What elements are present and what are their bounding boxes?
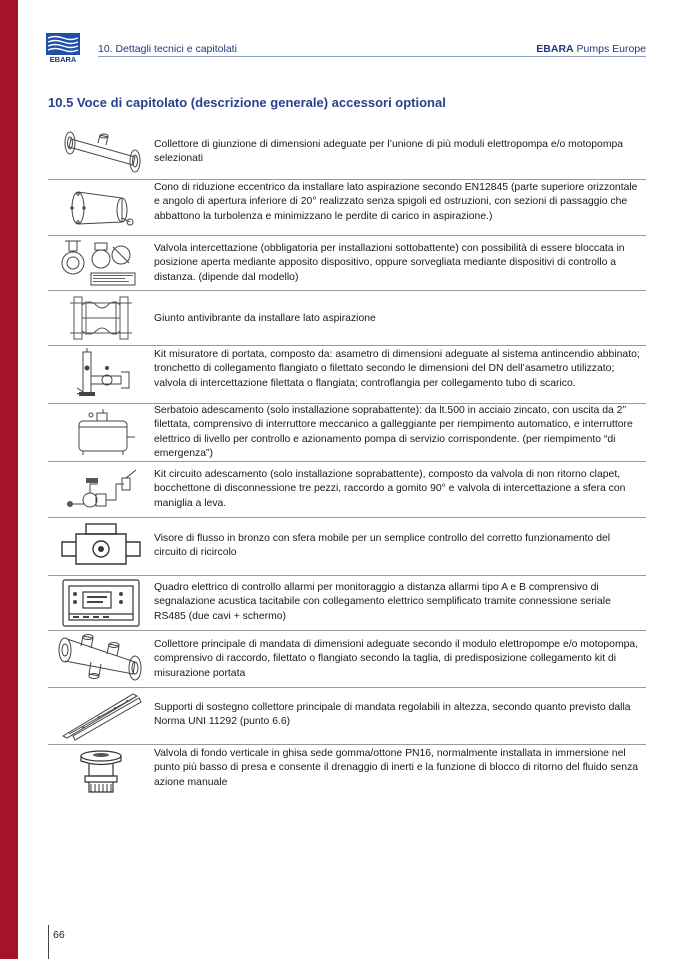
foot-valve-icon — [48, 745, 154, 800]
priming-circuit-kit-icon — [48, 462, 154, 517]
accessory-row — [48, 745, 646, 805]
accessory-row — [48, 518, 646, 576]
brand-bold: EBARA — [536, 43, 574, 55]
accessory-description: Supporti di sostegno collettore principale di mandata regolabili in altezza, secondo quanto previsto dalla Norma UNI 11292 (punto 6.6) — [154, 702, 631, 728]
priming-tank-icon — [48, 404, 154, 461]
accessory-description: Valvola intercettazione (obbligatoria per installazioni sottobattente) con possibilità di essere bloccata in posizione aperta mediante apposito dispositivo, oppure sorvegliata mediante dispositivi di controllo a distanza. (dipende dal modello) — [154, 243, 625, 283]
accessory-description: Kit circuito adescamento (solo installazione soprabattente), composto da valvola di non ritorno clapet, bocchettone di disconnessione tre pezzi, raccordo a gomito 90° e valvola di intercettazione a sfera con maniglia a leva. — [154, 469, 626, 509]
ebara-logo — [46, 33, 80, 63]
accessory-description: Valvola di fondo verticale in ghisa sede gomma/ottone PN16, normalmente installata in immersione nel punto più basso di presa e consente il drenaggio di inerti e la funzione di blocco di ritorno del fluido senza azione manuale — [154, 748, 639, 788]
accessory-row — [48, 576, 646, 631]
accessory-description: Cono di riduzione eccentrico da installare lato aspirazione secondo EN12845 (parte superiore orizzontale e angolo di apertura inferiore di 20° realizzato senza spigoli ed ostruzioni, con sezioni di passaggio che abbattono la turbolenza e minimizzano le perdite di carico in aspirazione.) — [154, 182, 638, 222]
flow-sight-glass-icon — [48, 518, 154, 575]
accessory-row — [48, 462, 646, 518]
eccentric-reducer-icon — [48, 180, 154, 235]
antivibration-joint-icon — [48, 291, 154, 345]
support-brackets-icon — [48, 688, 154, 744]
accessory-row — [48, 291, 646, 346]
accessory-description: Quadro elettrico di controllo allarmi per monitoraggio a distanza allarmi tipo A e B comprensivo di segnalazione acustica tacitabile con collegamento elettrico semplificato tramite connessione seriale RS485 (due cavi + schermo) — [154, 582, 611, 622]
accessory-description: Giunto antivibrante da installare lato aspirazione — [154, 313, 376, 324]
header-divider — [98, 56, 646, 57]
left-red-bar — [0, 0, 18, 959]
flow-meter-kit-icon — [48, 346, 154, 403]
svg-text:EBARA: EBARA — [49, 55, 77, 63]
footer-divider — [48, 925, 49, 959]
manifold-pipe-icon — [48, 124, 154, 179]
accessory-description: Serbatoio adescamento (solo installazione soprabattente): da lt.500 in acciaio zincato, con uscita da 2” filettata, comprensivo di interruttore meccanico a galleggiante per riempimento automatico, e interruttore elettrico di livello per controllo e azionamento pompa di servizio corrispondente. (per riempimento “di emergenza”) — [154, 405, 633, 460]
brand-name — [536, 43, 646, 55]
accessories-table — [48, 124, 646, 805]
page-header — [46, 31, 646, 61]
page-number: 66 — [53, 929, 65, 941]
accessory-description: Collettore di giunzione di dimensioni adeguate per l’unione di più moduli elettropompa e/o motopompa selezionati — [154, 139, 624, 165]
accessory-row — [48, 404, 646, 462]
accessory-row — [48, 236, 646, 291]
accessory-row — [48, 688, 646, 745]
brand-rest: Pumps Europe — [573, 43, 646, 55]
accessory-description: Visore di flusso in bronzo con sfera mobile per un semplice controllo del corretto funzionamento del circuito di ricircolo — [154, 533, 611, 559]
alarm-panel-icon — [48, 576, 154, 630]
accessory-description: Collettore principale di mandata di dimensioni adeguate secondo il modulo elettropompe e/o motopompa, comprensivo di raccordo, filettato o flangiato secondo la taglia, di predisposizione collegamento kit di misurazione portata — [154, 639, 639, 679]
chapter-title: 10. Dettagli tecnici e capitolati — [98, 43, 237, 55]
accessory-row — [48, 346, 646, 404]
accessory-row — [48, 180, 646, 236]
accessory-description: Kit misuratore di portata, composto da: asametro di dimensioni adeguate al sistema antincendio abbinato; tronchetto di collegamento flangiato o filettato secondo le dimensioni del DN dell’asametro utilizzato; valvola di intercettazione filettata o flangiata; controflangia per collegamento tubo di scarico. — [154, 349, 640, 389]
accessory-row — [48, 124, 646, 180]
section-title: 10.5 Voce di capitolato (descrizione generale) accessori optional — [48, 95, 446, 110]
delivery-manifold-icon — [48, 631, 154, 687]
accessory-row — [48, 631, 646, 688]
butterfly-valve-icon — [48, 236, 154, 290]
